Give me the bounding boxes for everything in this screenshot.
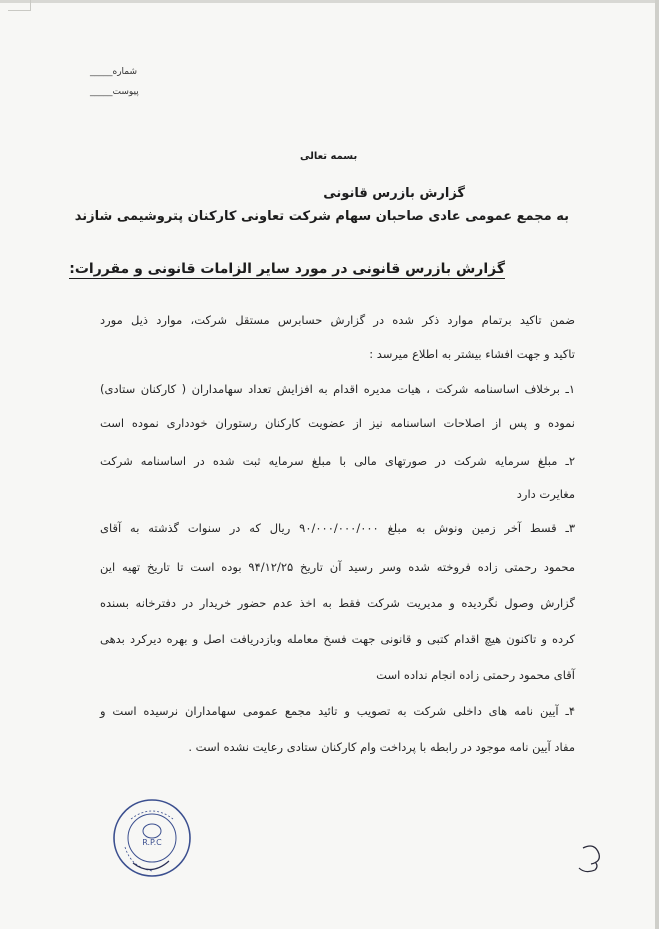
letter-attachment-label: پیوست_____ [90, 87, 139, 97]
body-line: مغایرت دارد [516, 487, 575, 501]
page-right-edge [655, 0, 659, 929]
letter-number-label: شماره_____ [90, 67, 138, 77]
page-top-edge [0, 0, 659, 3]
page-corner-fold [8, 0, 31, 11]
body-line: تاکید و جهت افشاء بیشتر به اطلاع میرسد : [369, 347, 575, 361]
body-line: ۲ـ مبلغ سرمایه شرکت در صورتهای مالی با مبلغ سرمایه ثبت شده در اساسنامه شرکت [100, 454, 575, 468]
report-title: گزارش بازرس قانونی [323, 186, 465, 201]
body-line: ضمن تاکید برتمام موارد ذکر شده در گزارش حسابرس مستقل شرکت، موارد ذیل مورد [100, 313, 575, 327]
body-line: محمود رحمتی زاده فروخته شده وسر رسید آن تاریخ ۹۴/۱۲/۲۵ بوده است تا تاریخ تهیه این [100, 560, 576, 574]
body-line: مفاد آیین نامه موجود در رابطه با پرداخت وام کارکنان ستادی رعایت نشده است . [188, 740, 575, 754]
body-line: ۴ـ آیین نامه های داخلی شرکت به تصویب و تائید مجمع عمومی سهامداران نرسیده است و [100, 704, 575, 718]
signature-mark-icon [565, 840, 615, 880]
body-line: کرده و تاکنون هیچ اقدام کتبی و قانونی جهت فسخ معامله وبازدریافت اصل و بهره دیرکرد بدهی [100, 632, 575, 646]
body-line: ۳ـ قسط آخر زمین ونوش به مبلغ ۹۰/۰۰۰/۰۰۰/۰۰۰ ریال که در سنوات گذشته به آقای [100, 521, 576, 535]
stamp-text: R.P.C [142, 838, 162, 847]
company-stamp-icon [111, 797, 193, 879]
section-heading: گزارش بازرس قانونی در مورد سایر الزامات قانونی و مقررات: [69, 261, 505, 277]
report-addressee: به مجمع عمومی عادی صاحبان سهام شرکت تعاونی کارکنان پتروشیمی شازند [74, 209, 569, 224]
invocation: بسمه تعالی [300, 151, 358, 162]
body-line: گزارش وصول نگردیده و مدیریت شرکت فقط به اخذ عدم حضور خریدار در دفترخانه بسنده [100, 596, 575, 610]
body-line: آقای محمود رحمتی زاده انجام نداده است [376, 668, 575, 682]
body-line: ۱ـ برخلاف اساسنامه شرکت ، هیات مدیره اقدام به افزایش تعداد سهامداران ( کارکنان ستادی) [100, 382, 575, 396]
body-line: نموده و پس از اصلاحات اساسنامه نیز از عضویت کارکنان رستوران خودداری نموده است [100, 416, 575, 430]
